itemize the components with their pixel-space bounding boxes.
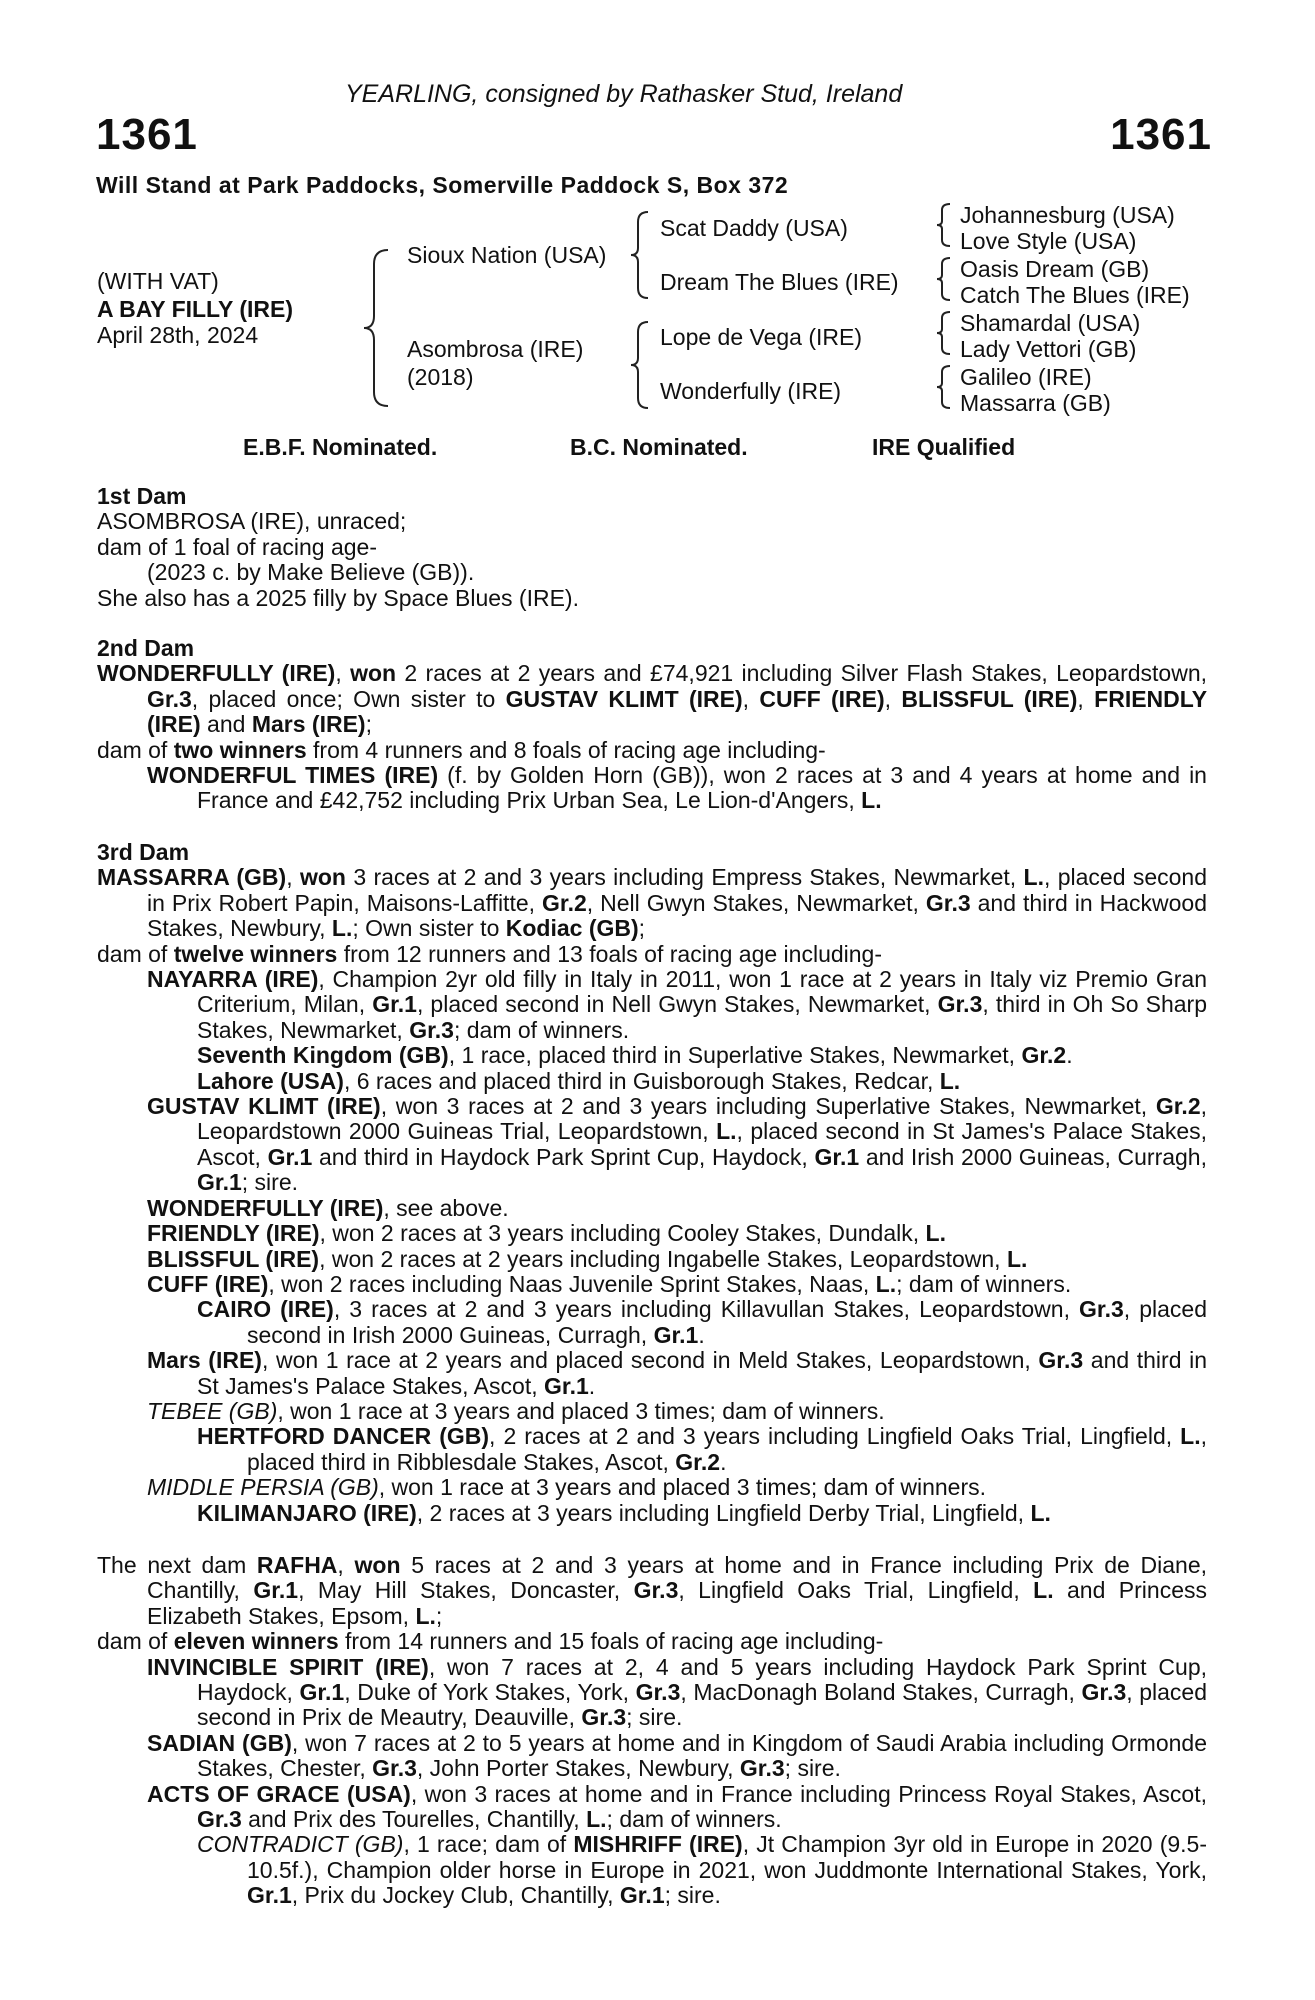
produce-summary: dam of two winners from 4 runners and 8 foals of racing age including-: [97, 736, 826, 763]
produce-record: INVINCIBLE SPIRIT (IRE), won 7 races at 2, 4 and 5 years including Haydock Park Sprint Cup, Haydock, Gr.1, Duke of York Stakes, York, Gr.3, MacDonagh Boland Stakes, Curragh, Gr.3, placed second in Prix de Meautry, Deauville, Gr.3; sire.: [147, 1653, 1208, 1731]
horse-name: A BAY FILLY (IRE): [97, 296, 293, 322]
sire-dam-sire: Oasis Dream (GB): [960, 256, 1150, 282]
produce-record: MASSARRA (GB), won 3 races at 2 and 3 years including Empress Stakes, Newmarket, L., placed second in Prix Robert Papin, Maisons-Laffitte, Gr.2, Nell Gwyn Stakes, Newmarket, Gr.3 and third in Hackwood Stakes, Newbury, L.; Own sister to Kodiac (GB);: [97, 864, 1208, 942]
sire: Sioux Nation (USA): [407, 242, 607, 268]
dam-sire-dam: Lady Vettori (GB): [960, 336, 1137, 362]
produce-record: WONDERFULLY (IRE), see above.: [147, 1194, 509, 1221]
produce-record: MIDDLE PERSIA (GB), won 1 race at 3 years and placed 3 times; dam of winners.: [147, 1474, 987, 1501]
sire-sire-dam: Love Style (USA): [960, 228, 1137, 254]
sire-sire: Scat Daddy (USA): [660, 215, 848, 241]
dam-year: (2018): [407, 364, 474, 390]
produce-record: CONTRADICT (GB), 1 race; dam of MISHRIFF (IRE), Jt Champion 3yr old in Europe in 2020 (9.5-10.5f.), Champion older horse in Europe in 2021, won Juddmonte International Stakes, York, Gr.1, Prix du Jockey Club, Chantilly, Gr.1; sire.: [197, 1831, 1207, 1909]
first-dam-heading: 1st Dam: [97, 483, 187, 509]
produce-record: WONDERFUL TIMES (IRE) (f. by Golden Horn (GB)), won 2 races at 3 and 4 years at home and in France and £42,752 including Prix Urban Sea, Le Lion-d'Angers, L.: [147, 762, 1207, 814]
produce-record: FRIENDLY (IRE), won 2 races at 3 years including Cooley Stakes, Dundalk, L.: [147, 1220, 946, 1247]
produce-record: The next dam RAFHA, won 5 races at 2 and 3 years at home and in France including Prix de Diane, Chantilly, Gr.1, May Hill Stakes, Doncaster, Gr.3, Lingfield Oaks Trial, Lingfield, L. and Princess Elizabeth Stakes, Epsom, L.;: [97, 1552, 1207, 1629]
dam: Asombrosa (IRE): [407, 336, 584, 362]
produce-record: Mars (IRE), won 1 race at 2 years and placed second in Meld Stakes, Leopardstown, Gr.3 and third in St James's Palace Stakes, Ascot, Gr.1.: [147, 1347, 1207, 1399]
ire-qualified: IRE Qualified: [872, 434, 1016, 460]
ebf-nomination: E.B.F. Nominated.: [243, 434, 438, 460]
pedigree-brace-dd: [934, 364, 956, 410]
vat-label: (WITH VAT): [97, 268, 219, 294]
produce-record: Seventh Kingdom (GB), 1 race, placed third in Superlative Stakes, Newmarket, Gr.2.: [197, 1042, 1073, 1069]
pedigree-brace-sd: [934, 256, 956, 302]
produce-record: CUFF (IRE), won 2 races including Naas Juvenile Sprint Stakes, Naas, L.; dam of winners.: [147, 1270, 1072, 1297]
produce-record: HERTFORD DANCER (GB), 2 races at 2 and 3 years including Lingfield Oaks Trial, Lingfield, L., placed third in Ribblesdale Stakes, Ascot, Gr.2.: [197, 1423, 1207, 1475]
pedigree-brace-ds: [934, 310, 956, 356]
produce-record: CAIRO (IRE), 3 races at 2 and 3 years including Killavullan Stakes, Leopardstown, Gr.3, placed second in Irish 2000 Guineas, Curragh, Gr.1.: [197, 1296, 1207, 1348]
pedigree-brace-main: [360, 248, 400, 408]
first-dam-line: She also has a 2025 filly by Space Blues (IRE).: [97, 584, 579, 611]
first-dam-section: [97, 484, 1207, 611]
pedigree-brace-ss: [934, 202, 956, 248]
third-dam-section: [97, 840, 1207, 1526]
dam-dam: Wonderfully (IRE): [660, 378, 842, 404]
pedigree-brace-sire: [628, 210, 654, 300]
horse-dob: April 28th, 2024: [97, 322, 259, 348]
produce-record: Lahore (USA), 6 races and placed third in Guisborough Stakes, Redcar, L.: [197, 1067, 961, 1094]
produce-record: GUSTAV KLIMT (IRE), won 3 races at 2 and 3 years including Superlative Stakes, Newmarket, Gr.2, Leopardstown 2000 Guineas Trial, Leopardstown, L., placed second in St James's Palace Stakes, Ascot, Gr.1 and third in Haydock Park Sprint Cup, Haydock, Gr.1 and Irish 2000 Guineas, Curragh, Gr.1; sire.: [147, 1093, 1208, 1196]
sire-sire-sire: Johannesburg (USA): [960, 202, 1175, 228]
produce-summary: dam of twelve winners from 12 runners and 13 foals of racing age including-: [97, 940, 882, 967]
produce-record: NAYARRA (IRE), Champion 2yr old filly in Italy in 2011, won 1 race at 2 years in Italy viz Premio Gran Criterium, Milan, Gr.1, placed second in Nell Gwyn Stakes, Newmarket, Gr.3, third in Oh So Sharp Stakes, Newmarket, Gr.3; dam of winners.: [147, 966, 1207, 1043]
first-dam-line: dam of 1 foal of racing age-: [97, 533, 377, 560]
produce-record: TEBEE (GB), won 1 race at 3 years and placed 3 times; dam of winners.: [147, 1397, 885, 1424]
produce-summary: dam of eleven winners from 14 runners and 15 foals of racing age including-: [97, 1628, 884, 1655]
dam-dam-dam: Massarra (GB): [960, 390, 1111, 416]
lot-number-right: 1361: [1110, 110, 1212, 159]
next-dam-section: [97, 1553, 1207, 1909]
stand-location: Will Stand at Park Paddocks, Somerville Paddock S, Box 372: [96, 172, 789, 198]
dam-sire-sire: Shamardal (USA): [960, 310, 1141, 336]
produce-record: BLISSFUL (IRE), won 2 races at 2 years including Ingabelle Stakes, Leopardstown, L.: [147, 1245, 1028, 1272]
dam-sire: Lope de Vega (IRE): [660, 324, 863, 350]
third-dam-heading: 3rd Dam: [97, 839, 190, 865]
produce-record: WONDERFULLY (IRE), won 2 races at 2 years and £74,921 including Silver Flash Stakes, Leopardstown, Gr.3, placed once; Own sister to GUSTAV KLIMT (IRE), CUFF (IRE), BLISSFUL (IRE), FRIENDLY (IRE) and Mars (IRE);: [97, 660, 1208, 738]
sire-dam-dam: Catch The Blues (IRE): [960, 282, 1190, 308]
sire-dam: Dream The Blues (IRE): [660, 269, 899, 295]
pedigree-brace-dam: [628, 320, 654, 410]
subtitle: YEARLING, consigned by Rathasker Stud, Ireland: [345, 80, 903, 108]
first-dam-line: (2023 c. by Make Believe (GB)).: [147, 559, 475, 586]
second-dam-heading: 2nd Dam: [97, 635, 195, 661]
first-dam-line: ASOMBROSA (IRE), unraced;: [97, 508, 407, 535]
produce-record: SADIAN (GB), won 7 races at 2 to 5 years at home and in Kingdom of Saudi Arabia including Ormonde Stakes, Chester, Gr.3, John Porter Stakes, Newbury, Gr.3; sire.: [147, 1729, 1207, 1782]
produce-record: KILIMANJARO (IRE), 2 races at 3 years including Lingfield Derby Trial, Lingfield, L.: [197, 1499, 1051, 1526]
lot-number-left: 1361: [96, 110, 198, 159]
bc-nomination: B.C. Nominated.: [570, 434, 748, 460]
second-dam-section: [97, 636, 1207, 814]
produce-record: ACTS OF GRACE (USA), won 3 races at home and in France including Princess Royal Stakes, Ascot, Gr.3 and Prix des Tourelles, Chantilly, L.; dam of winners.: [147, 1780, 1207, 1833]
dam-dam-sire: Galileo (IRE): [960, 364, 1092, 390]
